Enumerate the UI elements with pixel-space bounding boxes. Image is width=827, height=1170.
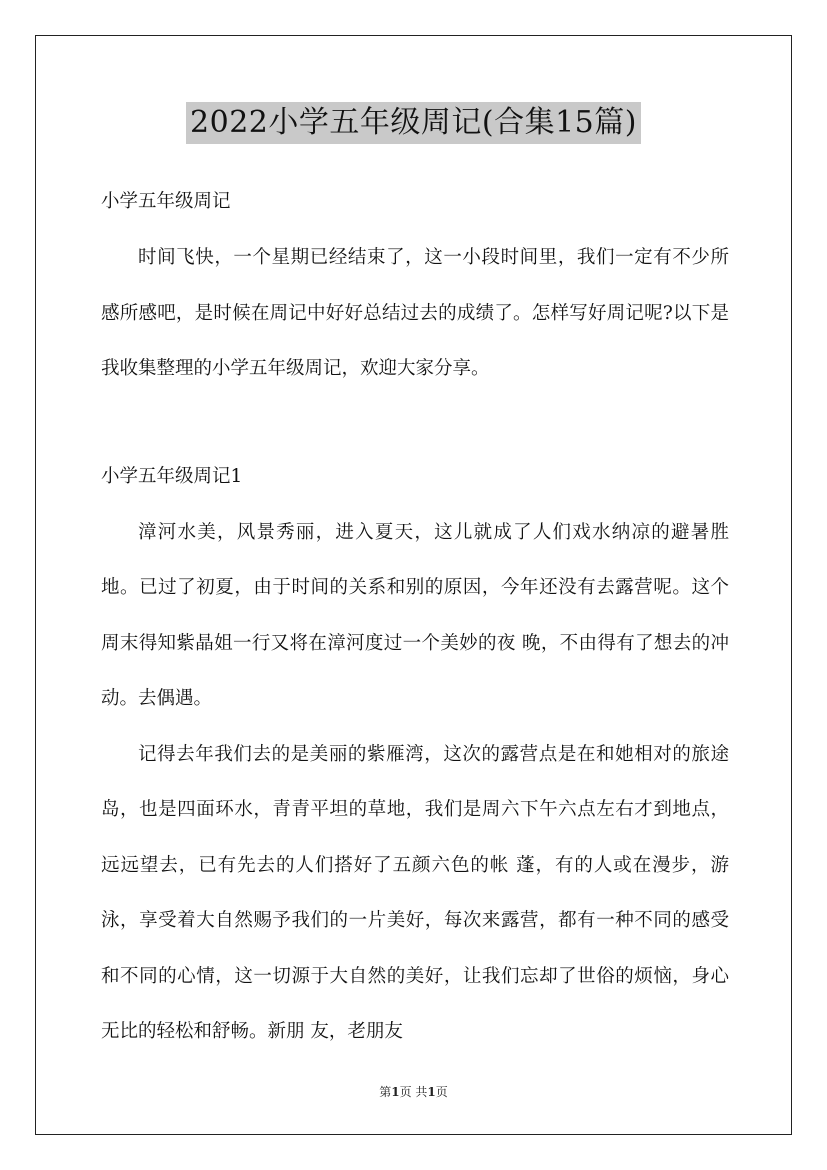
footer-page-mid: 页 共	[399, 1085, 428, 1099]
section-gap	[101, 397, 729, 449]
document-title: 2022小学五年级周记(合集15篇)	[186, 102, 641, 144]
section1-heading: 小学五年级周记1	[101, 465, 243, 487]
footer-page-suffix: 页	[435, 1085, 448, 1099]
intro-paragraph: 时间飞快，一个星期已经结束了，这一小段时间里，我们一定有不少所感所感吧，是时候在周记中好好总结过去的成绩了。怎样写好周记呢?以下是我收集整理的小学五年级周记，欢迎大家分享。	[101, 247, 729, 379]
title-container	[0, 102, 827, 144]
section1-paragraph-1: 漳河水美，风景秀丽，进入夏天，这儿就成了人们戏水纳凉的避暑胜地。已过了初夏，由于时间的关系和别的原因，今年还没有去露营呢。这个周末得知紫晶姐一行又将在漳河度过一个美妙的夜 晚，不由得有了想去的冲动。去偶遇。	[101, 521, 729, 709]
section1-paragraph-2: 记得去年我们去的是美丽的紫雁湾，这次的露营点是在和她相对的旅途岛，也是四面环水，青青平坦的草地，我们是周六下午六点左右才到地点，远远望去，已有先去的人们搭好了五颜六色的帐 蓬，有的人或在漫步，游泳，享受着大自然赐予我们的一片美好，每次来露营，都有一种不同的感受和不同的心情，这一切源于大自然的美好，让我们忘却了世俗的烦恼，身心无比的轻松和舒畅。新朋 友，老朋友	[101, 743, 729, 1042]
page-footer	[0, 1083, 827, 1100]
intro-heading: 小学五年级周记	[101, 191, 231, 212]
footer-page-current: 1	[391, 1085, 400, 1099]
footer-page-total: 1	[427, 1085, 436, 1099]
document-body	[101, 174, 729, 1060]
footer-page-prefix: 第	[379, 1085, 392, 1099]
